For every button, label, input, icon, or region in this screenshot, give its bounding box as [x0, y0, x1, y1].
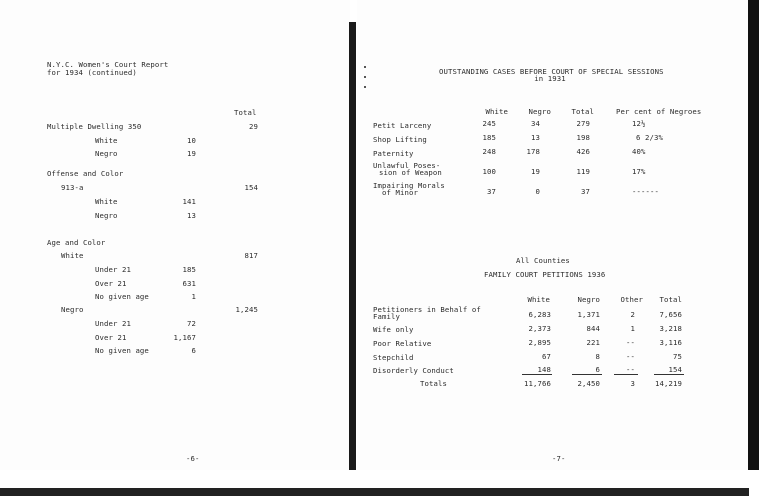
age-color-label: Age and Color: [47, 238, 106, 247]
cases-total: 426: [576, 147, 590, 156]
cases-title-line2: in 1931: [534, 74, 566, 83]
cases-row-label-2: of Minor: [382, 188, 418, 197]
offense-white-label: White: [95, 197, 118, 206]
family-row-label-1: Petitioners in Behalf of: [373, 305, 481, 314]
offense-negro-value: 13: [187, 211, 196, 220]
family-header-negro: Negro: [577, 295, 600, 304]
totals-label: Totals: [420, 379, 447, 388]
cases-total: 198: [576, 133, 590, 142]
cases-total: 119: [576, 167, 590, 176]
family-row-label: Disorderly Conduct: [373, 366, 454, 375]
family-total: 3,116: [659, 338, 682, 347]
multiple-dwelling-label: Multiple Dwelling 350: [47, 122, 142, 131]
cases-white: 248: [482, 147, 496, 156]
cases-header-white: White: [485, 107, 508, 116]
cases-pct: 40%: [632, 147, 646, 156]
offense-sub-label: 913-a: [61, 183, 84, 192]
family-total: 154: [668, 365, 682, 374]
book-gutter: [349, 22, 356, 472]
totals-white: 11,766: [524, 379, 551, 388]
family-white: 2,373: [528, 324, 551, 333]
family-header-white: White: [527, 295, 550, 304]
md-negro-value: 19: [187, 149, 196, 158]
cases-row-label: Shop Lifting: [373, 135, 427, 144]
age-negro-over21-label: Over 21: [95, 333, 127, 342]
offense-white-value: 141: [182, 197, 196, 206]
cases-row-label: Paternity: [373, 149, 414, 158]
age-negro-under21-label: Under 21: [95, 319, 131, 328]
cases-pct: 17%: [632, 167, 646, 176]
age-white-nogiven-label: No given age: [95, 292, 149, 301]
totals-underline-white: [522, 374, 552, 375]
cases-negro: 13: [531, 133, 540, 142]
cases-row-label-1: Unlawful Poses-: [373, 161, 441, 170]
totals-underline-negro: [572, 374, 602, 375]
totals-total: 14,219: [655, 379, 682, 388]
age-white-over21-label: Over 21: [95, 279, 127, 288]
family-other: 2: [630, 310, 635, 319]
age-white-label: White: [61, 251, 84, 260]
family-row-label-2: Family: [373, 312, 400, 321]
cases-total: 37: [581, 187, 590, 196]
cases-row-label-1: Impairing Morals: [373, 181, 445, 190]
cases-pct: 6 2/3%: [636, 133, 663, 142]
offense-total: 154: [244, 183, 258, 192]
md-negro-label: Negro: [95, 149, 118, 158]
cases-pct: ------: [632, 187, 659, 196]
family-negro: 844: [586, 324, 600, 333]
md-white-value: 10: [187, 136, 196, 145]
scan-bottom-edge: [0, 488, 749, 496]
cases-negro: 178: [526, 147, 540, 156]
offense-negro-label: Negro: [95, 211, 118, 220]
cases-negro: 34: [531, 119, 540, 128]
age-white-nogiven-value: 1: [191, 292, 196, 301]
family-header-total: Total: [659, 295, 682, 304]
age-white-under21-label: Under 21: [95, 265, 131, 274]
family-negro: 8: [595, 352, 600, 361]
left-page-number: -6-: [186, 454, 200, 463]
cases-white: 37: [487, 187, 496, 196]
cases-header-pct: Per cent of Negroes: [616, 107, 702, 116]
age-white-total: 817: [244, 251, 258, 260]
family-header-other: Other: [620, 295, 643, 304]
cases-header-negro: Negro: [528, 107, 551, 116]
age-negro-nogiven-value: 6: [191, 346, 196, 355]
left-header-line1: N.Y.C. Women's Court Report: [47, 60, 169, 69]
age-white-under21-value: 185: [182, 265, 196, 274]
family-white: 67: [542, 352, 551, 361]
age-negro-total: 1,245: [235, 305, 258, 314]
family-negro: 6: [595, 365, 600, 374]
family-total: 7,656: [659, 310, 682, 319]
family-title-line1: All Counties: [516, 256, 570, 265]
family-other: 1: [630, 324, 635, 333]
family-white: 2,895: [528, 338, 551, 347]
family-white: 148: [537, 365, 551, 374]
binding-holes: [364, 66, 366, 96]
family-row-label: Stepchild: [373, 353, 414, 362]
cases-white: 185: [482, 133, 496, 142]
family-other: --: [626, 338, 635, 347]
cases-negro: 0: [535, 187, 540, 196]
family-other: --: [626, 352, 635, 361]
cases-white: 245: [482, 119, 496, 128]
totals-underline-total: [654, 374, 684, 375]
family-row-label: Wife only: [373, 325, 414, 334]
right-page-number: -7-: [552, 454, 566, 463]
age-white-over21-value: 631: [182, 279, 196, 288]
age-negro-nogiven-label: No given age: [95, 346, 149, 355]
family-row-label: Poor Relative: [373, 339, 432, 348]
right-scan-border: [748, 0, 759, 496]
age-negro-under21-value: 72: [187, 319, 196, 328]
cases-pct: 12½: [632, 119, 646, 128]
totals-other: 3: [630, 379, 635, 388]
age-negro-label: Negro: [61, 305, 84, 314]
family-other: --: [626, 365, 635, 374]
md-white-label: White: [95, 136, 118, 145]
cases-header-total: Total: [571, 107, 594, 116]
family-negro: 1,371: [577, 310, 600, 319]
left-total-header: Total: [234, 108, 257, 117]
family-total: 75: [673, 352, 682, 361]
multiple-dwelling-total: 29: [249, 122, 258, 131]
family-white: 6,283: [528, 310, 551, 319]
cases-negro: 19: [531, 167, 540, 176]
family-title-line2: FAMILY COURT PETITIONS 1936: [484, 270, 606, 279]
family-negro: 221: [586, 338, 600, 347]
cases-total: 279: [576, 119, 590, 128]
left-header-line2: for 1934 (continued): [47, 68, 137, 77]
age-negro-over21-value: 1,167: [173, 333, 196, 342]
cases-title-line1: OUTSTANDING CASES BEFORE COURT OF SPECIAL SESSIONS: [439, 67, 664, 76]
cases-white: 100: [482, 167, 496, 176]
offense-color-label: Offense and Color: [47, 169, 124, 178]
totals-negro: 2,450: [577, 379, 600, 388]
cases-row-label-2: sion of Weapon: [379, 168, 442, 177]
totals-underline-other: [614, 374, 638, 375]
family-total: 3,218: [659, 324, 682, 333]
cases-row-label: Petit Larceny: [373, 121, 432, 130]
